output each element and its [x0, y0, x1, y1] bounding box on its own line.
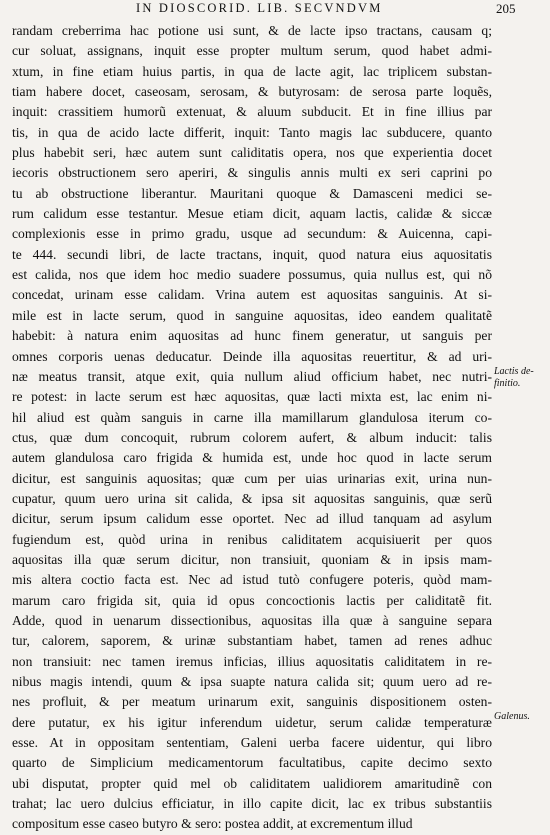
- text-line: næ meatus transit, atque exit, quia nullum aliud officium habet, nec nutri-: [12, 368, 492, 384]
- text-line: re potest: in lacte serum est hæc aquositas, quæ lacti mixta est, lac enim ni-: [12, 389, 492, 405]
- text-line: dicitur, serum ipsum calidum esse oportet. Nec ad illud tanquam ad asylum: [12, 511, 492, 527]
- main-text-block: [12, 21, 492, 835]
- text-line: dere putatur, ex his igitur inferendum uidetur, serum calidæ temperaturæ: [12, 714, 492, 730]
- text-line: hil aliud est quàm sanguis in carne illa mamillarum glandulosa iterum co-: [12, 409, 492, 425]
- text-line: ctus, quæ dum concoquit, rubrum colorem aufert, & album inducit: talis: [12, 429, 492, 445]
- text-line: inquit: crassitiem humorũ extenuat, & aluum subducit. Et in fine illius par: [12, 104, 492, 120]
- text-line: plus habebit seri, hæc autem sunt caliditatis opera, nos que experientia docet: [12, 145, 492, 161]
- text-line: Adde, quod in uenarum dissectionibus, aquositas illa quæ à sanguine separa: [12, 612, 492, 628]
- margin-note-line: Lactis de-: [494, 366, 534, 377]
- page-header: [0, 0, 550, 20]
- text-line: aquositas illa quæ serum dicitur, non transiuit, quoniam & in ipsis mam-: [12, 551, 492, 567]
- text-line: tiam habere docet, caseosam, serosam, & butyrosam: de serosa parte loquẽs,: [12, 84, 492, 100]
- margin-note-galenus: [494, 711, 544, 723]
- text-line: tu ab obstructione liberantur. Mauritani quoque & Damasceni medici se-: [12, 185, 492, 201]
- text-line: xtum, in fine etiam huius partis, in qua de lacte agit, lac triplicem substan-: [12, 63, 492, 79]
- text-line: est calida, nos que idem hoc medio suadere possumus, quia nullus est, qui nõ: [12, 267, 492, 283]
- margin-note-line: Galenus.: [494, 711, 530, 722]
- text-line: cur soluat, assignans, inquit esse propter multum serum, quod habet admi-: [12, 43, 492, 59]
- text-line: ubi disputat, propter quid mel ob caliditatem ualidiorem amaritudinẽ con: [12, 775, 492, 791]
- text-line: fugiendum est, quòd urina in renibus caliditatem acquisiuerit per quos: [12, 531, 492, 547]
- text-line: tur, calorem, saporem, & urinæ substantiam habet, tamen ad renes adhuc: [12, 633, 492, 649]
- margin-note-lactis: [494, 366, 544, 390]
- text-line: mile est in lacte serum, quod in sanguine aquositas, ideo eandem qualitatẽ: [12, 307, 492, 323]
- text-line: nibus magis intendi, quum & ipsa suapte natura calida sit; quum uero ad re-: [12, 674, 492, 689]
- text-line: trahat; lac uero dulcius efficiatur, in illo capite dicit, lac ex tribus substantiis: [12, 796, 492, 812]
- text-line: marum caro frigida sit, quia id opus concoctionis lactis per caliditatẽ fit.: [12, 592, 492, 608]
- text-line: iecoris obstructionem sero aperiri, & singulis annis multi ex seri caprini po: [12, 165, 492, 181]
- text-line: autem glandulosa caro frigida & humida est, unde hoc quod in lacte serum: [12, 450, 492, 466]
- text-line: mis altera coctio facta est. Nec ad istud tutò confugere poteris, quòd mam-: [12, 572, 492, 588]
- text-line: cupatur, quum uero urina sit calida, & ipsa sit aquositas sanguinis, quæ serũ: [12, 490, 492, 506]
- text-line: te 444. secundi libri, de lacte tractans, inquit, quod natura eius aquositatis: [12, 246, 492, 262]
- text-line: dicitur, est sanguinis aquositas; quæ cum per uias urinarias exit, urina nun-: [12, 470, 492, 486]
- text-line: randam creberrima hac potione usi sunt, & de lacte ipso tractans, causam q;: [12, 23, 492, 38]
- running-head: IN DIOSCORID. LIB. SECVNDVM: [136, 1, 383, 15]
- text-line: habebit: à natura enim aquositas ad hunc finem generatur, ut sanguis per: [12, 328, 492, 344]
- text-line: quarto de Simplicium medicamentorum facultatibus, capite decimo sexto: [12, 755, 492, 771]
- text-line: concedat, urinam esse calidam. Vrina autem est aquositas sanguinis. At si-: [12, 287, 492, 303]
- page-number: 205: [496, 1, 516, 16]
- text-line: non transiuit: nec tamen iremus inficias, illius aquositatis caliditatem in re-: [12, 653, 492, 669]
- text-line: omnes corporis uenas deducatur. Deinde illa aquositas reuertitur, & ad uri-: [12, 348, 492, 364]
- text-line: esse. At in oppositam sententiam, Galeni uerba facere uidentur, qui libro: [12, 735, 492, 751]
- text-line: tis, in qua de acido lacte differit, inquit: Tanto magis lac subducere, quanto: [12, 124, 492, 140]
- margin-note-line: finitio.: [494, 378, 521, 389]
- text-line: rum calidum esse testantur. Mesue etiam dicit, aquam lactis, calidæ & siccæ: [12, 206, 492, 222]
- text-line: compositum esse caseo butyro & sero: postea addit, at excrementum illud: [12, 816, 413, 832]
- text-line: nes profluit, & per meatum urinarum exit, sanguinis dispositionem osten-: [12, 694, 492, 710]
- text-line: complexionis esse in primo gradu, usque ad secundum: & Auicenna, capi-: [12, 226, 492, 242]
